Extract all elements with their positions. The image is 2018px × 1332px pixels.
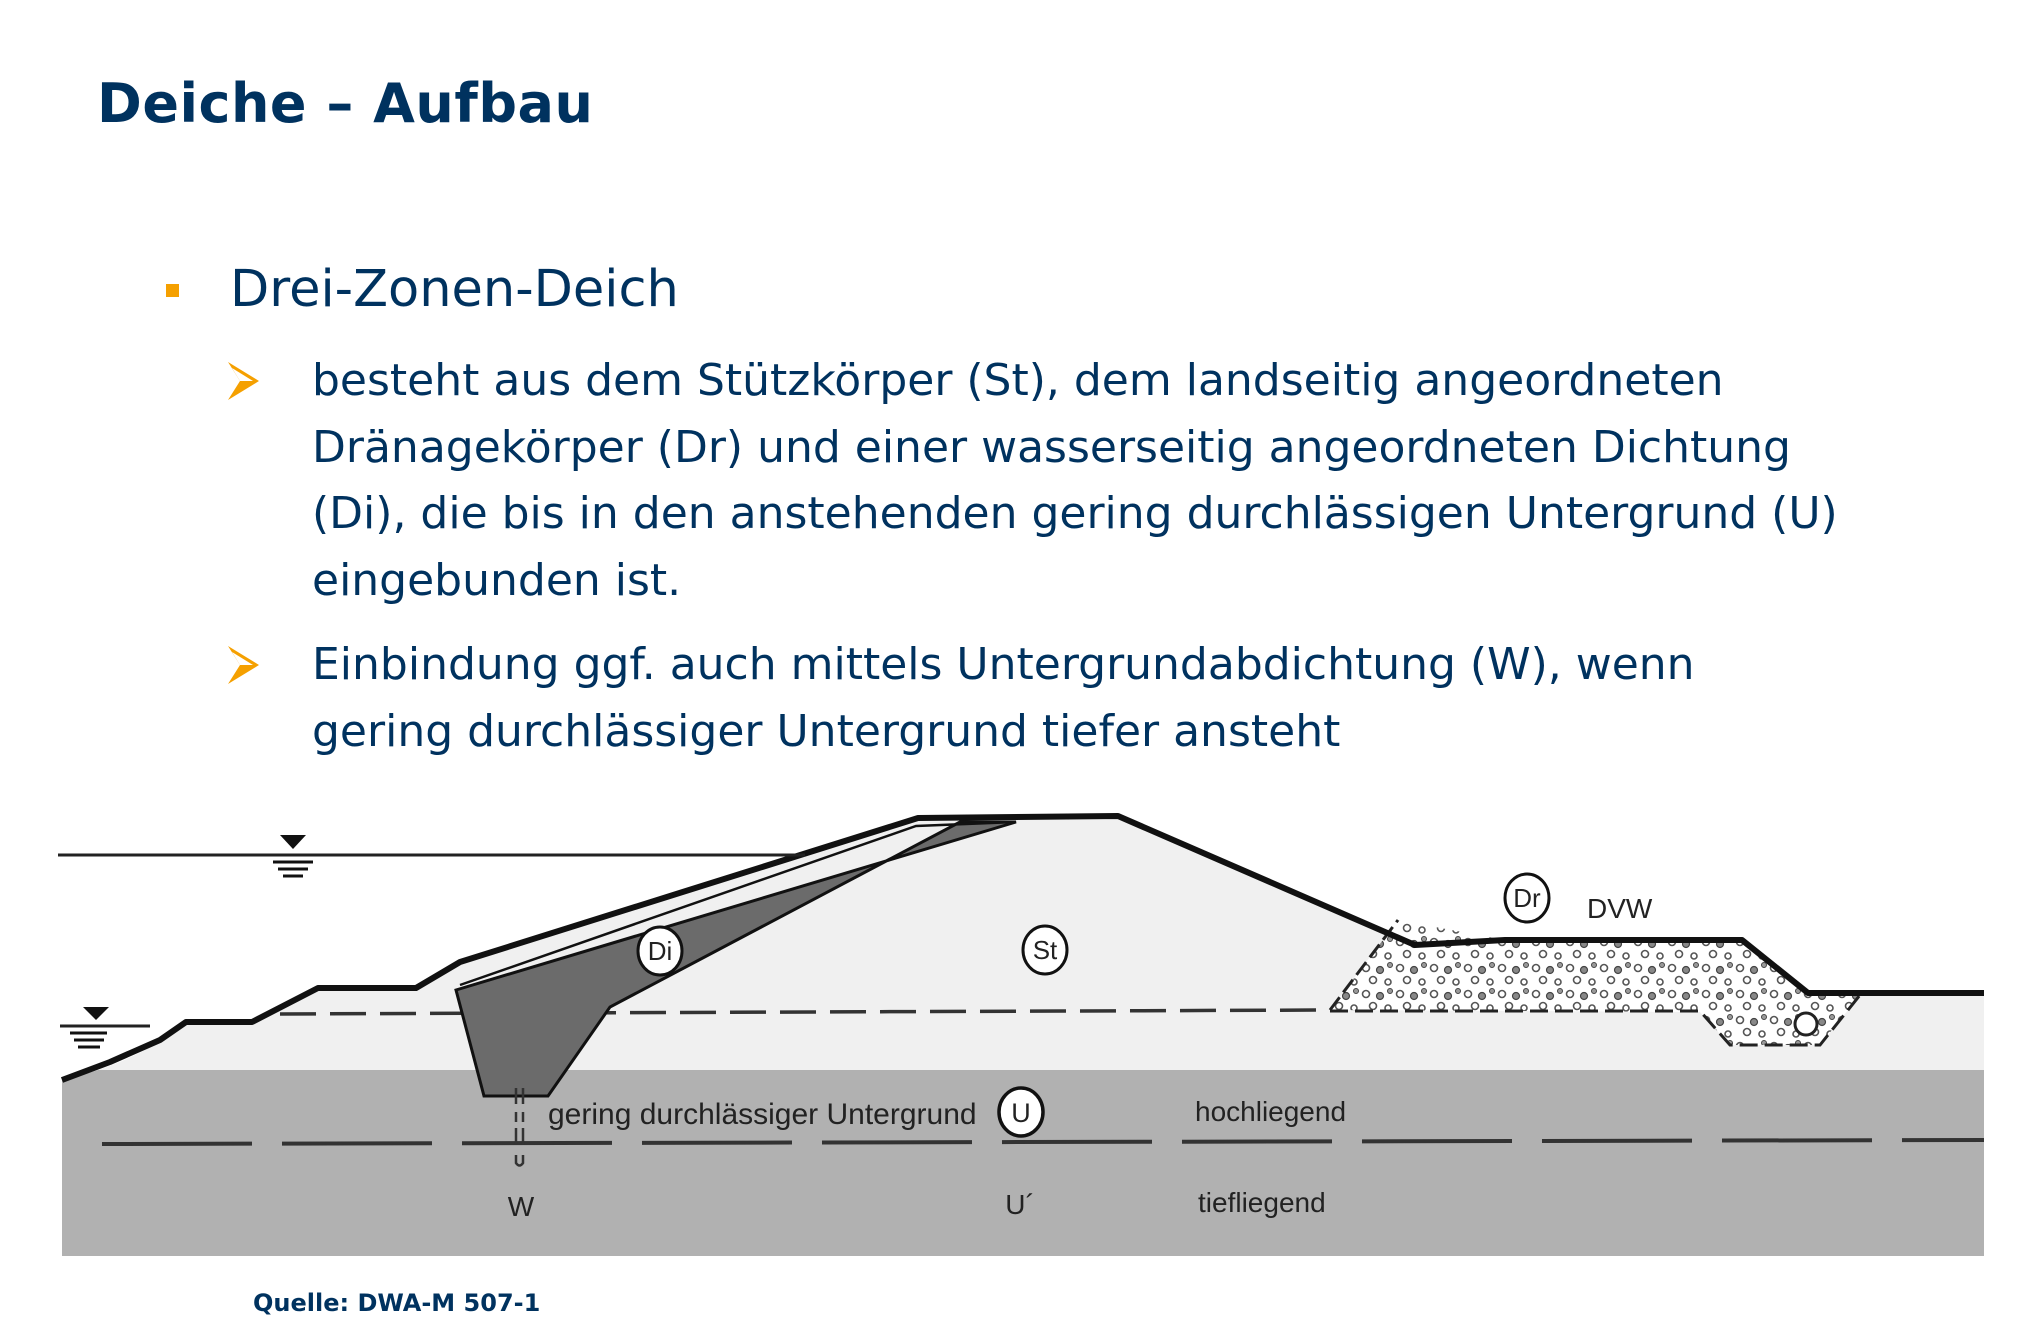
source-citation: Quelle: DWA-M 507-1 xyxy=(253,1289,541,1317)
dike-cross-section-diagram xyxy=(0,790,2018,1270)
label-tiefliegend: tiefliegend xyxy=(1198,1187,1326,1218)
label-w: W xyxy=(507,1191,535,1222)
arrow-bullet-icon xyxy=(226,361,260,401)
text-line: eingebunden ist. xyxy=(312,554,682,606)
svg-text:St: St xyxy=(1032,935,1058,965)
sub-bullet-composition xyxy=(312,348,2012,614)
label-ground-text: gering durchlässiger Untergrund xyxy=(548,1098,977,1131)
label-hochliegend: hochliegend xyxy=(1195,1096,1347,1127)
text-line: Einbindung ggf. auch mittels Untergrundabdichtung (W), wenn xyxy=(312,639,1695,690)
water-level-icon xyxy=(83,1007,109,1020)
arrow-bullet-icon xyxy=(226,645,260,685)
text-line: Dränagekörper (Dr) und einer wasserseitig angeordneten Dichtung xyxy=(312,421,1791,473)
text-line: besteht aus dem Stützkörper (St), dem landseitig angeordneten xyxy=(312,355,1724,406)
label-dr xyxy=(1505,874,1549,922)
text-line: gering durchlässiger Untergrund tiefer ansteht xyxy=(312,705,1341,757)
svg-text:U: U xyxy=(1011,1098,1031,1128)
bullet-text: Drei-Zonen-Deich xyxy=(230,260,679,319)
label-u-prime: U´ xyxy=(1005,1189,1035,1220)
label-u xyxy=(999,1088,1043,1136)
label-di xyxy=(638,927,682,975)
water-level-icon xyxy=(280,835,306,849)
label-dvw: DVW xyxy=(1587,893,1653,924)
text-line: (Di), die bis in den anstehenden gering durchlässigen Untergrund (U) xyxy=(312,488,1838,539)
slide-title: Deiche – Aufbau xyxy=(97,72,594,135)
drain-pipe xyxy=(1795,1013,1817,1035)
svg-text:Dr: Dr xyxy=(1513,883,1541,913)
label-st xyxy=(1023,926,1067,974)
square-bullet-icon xyxy=(166,284,179,297)
svg-text:Di: Di xyxy=(647,936,673,966)
sub-bullet-underground-sealing xyxy=(312,632,2012,765)
